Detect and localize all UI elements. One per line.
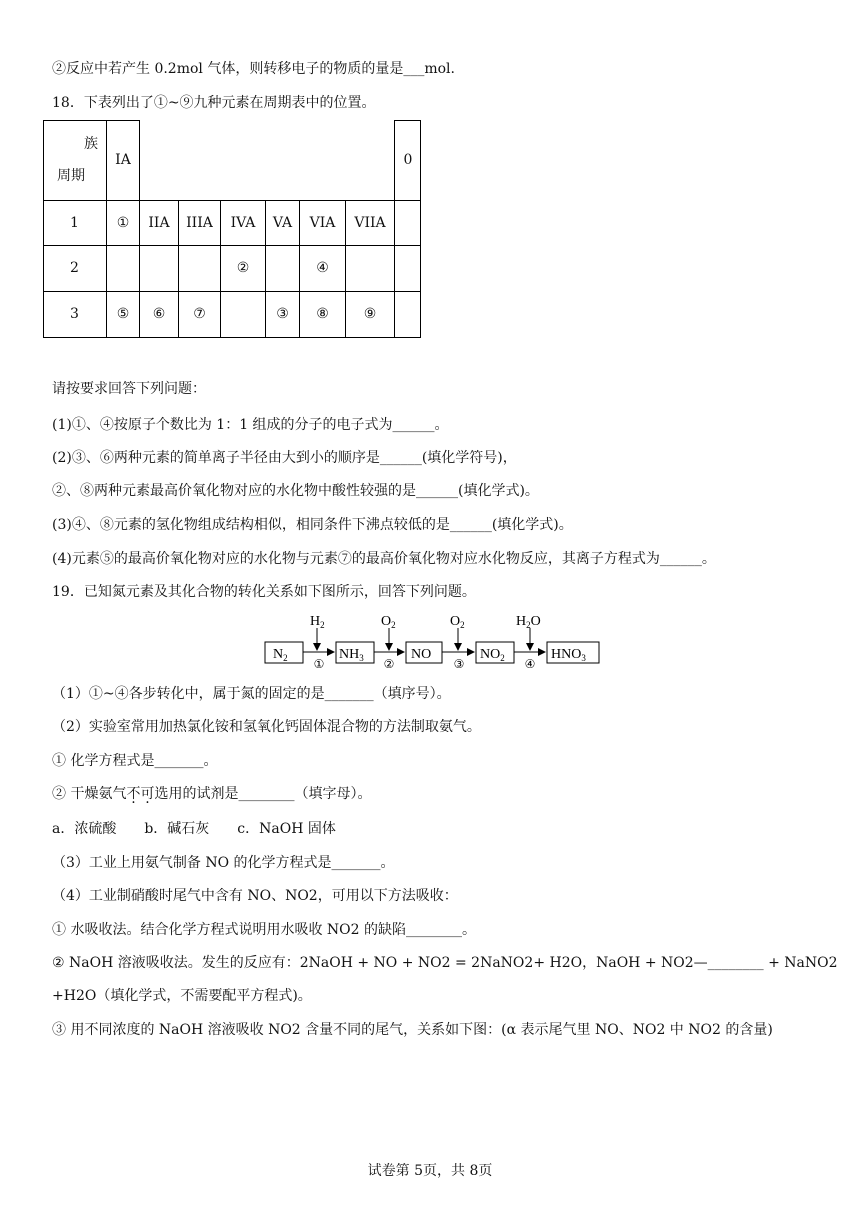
q19-part4-2a: ② NaOH 溶液吸收法。发生的反应有：2NaOH + NO + NO2 = 2NaNO2+ H2O，NaOH + NO2—________ + NaNO2 (52, 955, 838, 971)
q18-part4: (4)元素⑤的最高价氧化物对应的水化物与元素⑦的最高价氧化物对应水化物反应，其离子方程式为______。 (52, 551, 716, 567)
reagent-H2O: $H_2O$ (516, 614, 541, 630)
q19-part4-1: ① 水吸收法。结合化学方程式说明用水吸收 NO2 的缺陷________。 (52, 922, 476, 938)
row1-VIA: VIA (309, 215, 336, 231)
question-18-title: 18．下表列出了①~⑨九种元素在周期表中的位置。 (52, 95, 376, 111)
header-0: 0 (403, 152, 413, 168)
question-17-part2: ②反应中若产生 0.2mol 气体，则转移电子的物质的量是___mol. (52, 61, 455, 77)
reagent-H2: $H_2$ (310, 614, 325, 630)
step-1: ① (313, 657, 325, 668)
box-NH3: $NH_3$ (339, 647, 364, 663)
nitrogen-conversion-diagram (262, 612, 602, 668)
q19-part4: （4）工业制硝酸时尾气中含有 NO、NO2，可用以下方法吸收： (52, 888, 458, 904)
q18-part2b: ②、⑧两种元素最高价氧化物对应的水化物中酸性较强的是______(填化学式)。 (52, 483, 539, 499)
reagent-O2-b: $O_2$ (450, 614, 465, 630)
row1-IVA: IVA (230, 215, 256, 231)
q19-part4-3: ③ 用不同浓度的 NaOH 溶液吸收 NO2 含量不同的尾气，关系如下图：(α 表示尾气里 NO、NO2 中 NO2 的含量) (52, 1022, 773, 1038)
header-period: 周期 (57, 168, 85, 184)
row2-period: 2 (70, 260, 79, 276)
q19-part3: （3）工业上用氨气制备 NO 的化学方程式是_______。 (52, 855, 395, 871)
row3-element-9: ⑨ (363, 306, 377, 322)
question-19-title: 19．已知氮元素及其化合物的转化关系如下图所示，回答下列问题。 (52, 584, 476, 600)
instruction: 请按要求回答下列问题： (52, 381, 206, 397)
q19-part4-2b: +H2O（填化学式，不需要配平方程式)。 (52, 988, 312, 1004)
row1-element-1: ① (116, 215, 130, 231)
row3-period: 3 (70, 306, 79, 322)
step-4: ④ (524, 657, 536, 668)
q18-part2a: (2)③、⑥两种元素的简单离子半径由大到小的顺序是______(填化学符号)， (52, 450, 517, 466)
header-group: 族 (84, 136, 98, 152)
q19-part1: （1）①~④各步转化中，属于氮的固定的是_______（填序号）。 (52, 686, 451, 702)
row3-element-5: ⑤ (116, 306, 130, 322)
periodic-table (43, 120, 421, 338)
header-IA: IA (115, 152, 131, 168)
step-3: ③ (453, 657, 465, 668)
q19-part2-1: ① 化学方程式是_______。 (52, 753, 218, 769)
box-HNO3: $HNO_3$ (551, 647, 586, 663)
row1-period: 1 (70, 215, 79, 231)
row3-element-6: ⑥ (152, 306, 166, 322)
row3-element-3: ③ (276, 306, 289, 322)
row1-VIIA: VIIA (354, 215, 386, 231)
page-footer: 试卷第 5页，共 8页 (367, 1163, 493, 1179)
box-N2: $N_2$ (273, 647, 288, 663)
box-NO: NO (411, 647, 432, 662)
box-NO2: $NO_2$ (480, 647, 505, 663)
q19-part2: （2）实验室常用加热氯化铵和氢氧化钙固体混合物的方法制取氨气。 (52, 719, 481, 735)
row1-IIIA: IIIA (186, 215, 213, 231)
row1-IIA: IIA (148, 215, 170, 231)
q19-part2-2-d: 选用的试剂是________（填字母）。 (154, 786, 372, 802)
row3-element-7: ⑦ (193, 306, 206, 322)
q18-part1: (1)①、④按原子个数比为 1：1 组成的分子的电子式为______。 (52, 417, 449, 433)
q19-options: a．浓硫酸 b．碱石灰 c．NaOH 固体 (52, 821, 336, 837)
q19-part2-2-a: ② 干燥氨气 (52, 786, 127, 802)
q19-part2-2 (52, 785, 371, 803)
emphasis-ke: 可 (140, 786, 155, 802)
row2-element-4: ④ (316, 260, 329, 276)
emphasis-bu: 不 (126, 786, 141, 802)
row3-element-8: ⑧ (316, 306, 329, 322)
row2-element-2: ② (236, 260, 250, 276)
reagent-O2-a: $O_2$ (381, 614, 396, 630)
q18-part3: (3)④、⑧元素的氢化物组成结构相似，相同条件下沸点较低的是______(填化学式)。 (52, 517, 573, 533)
step-2: ② (383, 657, 395, 668)
row1-VA: VA (272, 215, 293, 231)
